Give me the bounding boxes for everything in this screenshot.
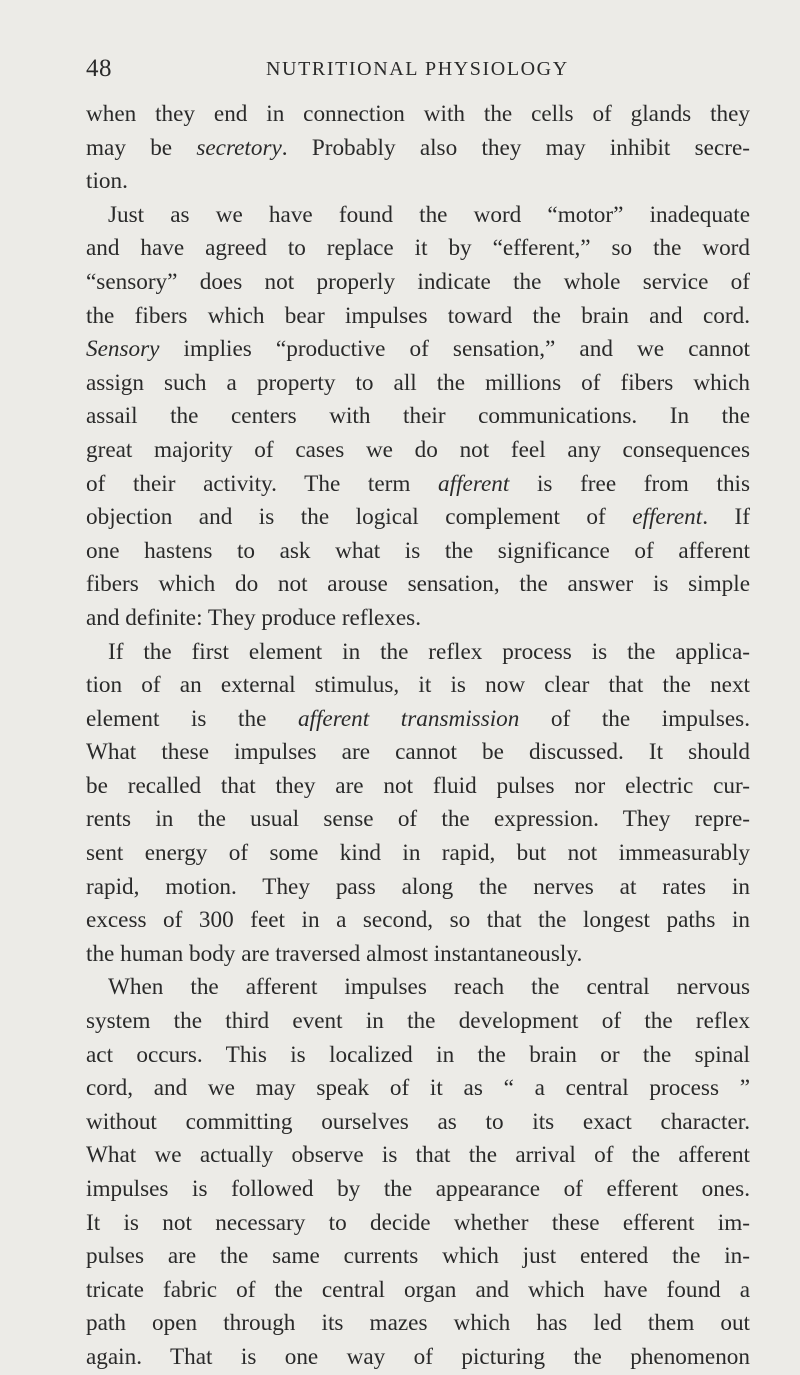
text-run: cord, and we may speak of it as “ a central process ” <box>86 1075 750 1102</box>
text-line <box>86 266 750 300</box>
text-line <box>86 1106 750 1140</box>
text-line <box>86 367 750 401</box>
text-line <box>86 501 750 535</box>
text-line <box>86 1307 750 1341</box>
text-run: excess of 300 feet in a second, so that the longest paths in <box>86 907 750 934</box>
text-run: element is the <box>86 705 298 732</box>
italic-term: efferent <box>632 504 703 531</box>
text-run: fibers which do not arouse sensation, the answer is simple <box>86 571 750 598</box>
italic-term: afferent <box>438 470 510 497</box>
body-text <box>86 98 750 1375</box>
text-run: implies “productive of sensation,” and we cannot <box>159 336 750 363</box>
text-run: “sensory” does not properly indicate the whole service of <box>86 268 750 295</box>
text-line <box>86 904 750 938</box>
text-run: rapid, motion. They pass along the nerves at rates in <box>86 873 750 900</box>
text-run: is free from this <box>509 470 750 497</box>
text-run: What we actually observe is that the arrival of the afferent <box>86 1142 750 1169</box>
text-run: when they end in connection with the cells of glands they <box>86 101 750 127</box>
text-run: tion. <box>86 168 128 195</box>
text-line <box>86 1072 750 1106</box>
text-run: great majority of cases we do not feel any consequences <box>86 436 750 463</box>
text-run: act occurs. This is localized in the brain or the spinal <box>86 1041 750 1068</box>
text-line <box>86 165 750 199</box>
text-line <box>86 300 750 334</box>
text-run: and definite: They produce reflexes. <box>86 604 422 631</box>
text-line <box>86 1274 750 1308</box>
text-line <box>86 669 750 703</box>
text-line <box>86 434 750 468</box>
text-run: the human body are traversed almost instantaneously. <box>86 940 583 967</box>
text-line <box>86 602 750 636</box>
running-title: NUTRITIONAL PHYSIOLOGY <box>266 58 569 80</box>
running-head <box>86 54 746 84</box>
text-line <box>86 938 750 972</box>
text-run: system the third event in the development of the reflex <box>86 1008 750 1035</box>
text-run: When the afferent impulses reach the central nervous <box>108 974 750 1001</box>
text-line <box>86 1207 750 1241</box>
text-run: . Probably also they may inhibit secre- <box>281 134 750 161</box>
text-line <box>86 232 750 266</box>
text-line <box>86 535 750 569</box>
text-line <box>86 736 750 770</box>
text-run: one hastens to ask what is the significance of afferent <box>86 537 750 564</box>
italic-term: secretory <box>196 134 282 161</box>
text-line <box>86 468 750 502</box>
text-run: It is not necessary to decide whether these efferent im- <box>86 1209 750 1236</box>
text-line <box>86 199 750 233</box>
text-line <box>86 132 750 166</box>
text-line <box>86 1005 750 1039</box>
text-line <box>86 333 750 367</box>
text-run: What these impulses are cannot be discussed. It should <box>86 739 750 766</box>
text-run: objection and is the logical complement of <box>86 504 633 531</box>
text-run: If the first element in the reflex process is the applica- <box>108 638 750 665</box>
text-run: sent energy of some kind in rapid, but not immeasurably <box>86 840 750 867</box>
text-line <box>86 400 750 434</box>
text-line <box>86 871 750 905</box>
text-run: assign such a property to all the millions of fibers which <box>86 369 750 396</box>
text-run: impulses is followed by the appearance of efferent ones. <box>86 1176 750 1202</box>
italic-term: Sensory <box>86 336 160 363</box>
text-run: . If <box>702 504 750 531</box>
text-line <box>86 703 750 737</box>
text-line <box>86 803 750 837</box>
text-run: tricate fabric of the central organ and which have found a <box>86 1276 750 1303</box>
italic-term: afferent transmission <box>297 705 520 732</box>
text-line <box>86 971 750 1005</box>
text-line <box>86 1039 750 1073</box>
text-line <box>86 568 750 602</box>
text-line <box>86 1139 750 1173</box>
text-run: the fibers which bear impulses toward the brain and cord. <box>86 302 750 329</box>
text-run: of their activity. The term <box>86 470 439 497</box>
text-line <box>86 1240 750 1274</box>
text-run: Just as we have found the word “motor” inadequate <box>108 201 750 228</box>
page-number: 48 <box>86 55 112 82</box>
text-run: be recalled that they are not fluid pulses nor electric cur- <box>86 772 750 799</box>
text-line <box>86 98 750 132</box>
text-line <box>86 837 750 871</box>
text-run: and have agreed to replace it by “efferent,” so the word <box>86 235 750 262</box>
text-run: without committing ourselves as to its exact character. <box>86 1108 750 1135</box>
text-run: path open through its mazes which has led them out <box>86 1310 750 1337</box>
text-line <box>86 1341 750 1375</box>
text-run: of the impulses. <box>519 705 750 732</box>
text-line <box>86 770 750 804</box>
text-line <box>86 1173 750 1207</box>
text-run: assail the centers with their communications. In the <box>86 403 750 430</box>
text-run: rents in the usual sense of the expression. They repre- <box>86 806 750 833</box>
text-run: tion of an external stimulus, it is now clear that the next <box>86 672 750 699</box>
text-run: pulses are the same currents which just entered the in- <box>86 1243 750 1270</box>
text-run: may be <box>86 134 197 161</box>
text-run: again. That is one way of picturing the phenomenon <box>86 1343 750 1370</box>
text-line <box>86 636 750 670</box>
